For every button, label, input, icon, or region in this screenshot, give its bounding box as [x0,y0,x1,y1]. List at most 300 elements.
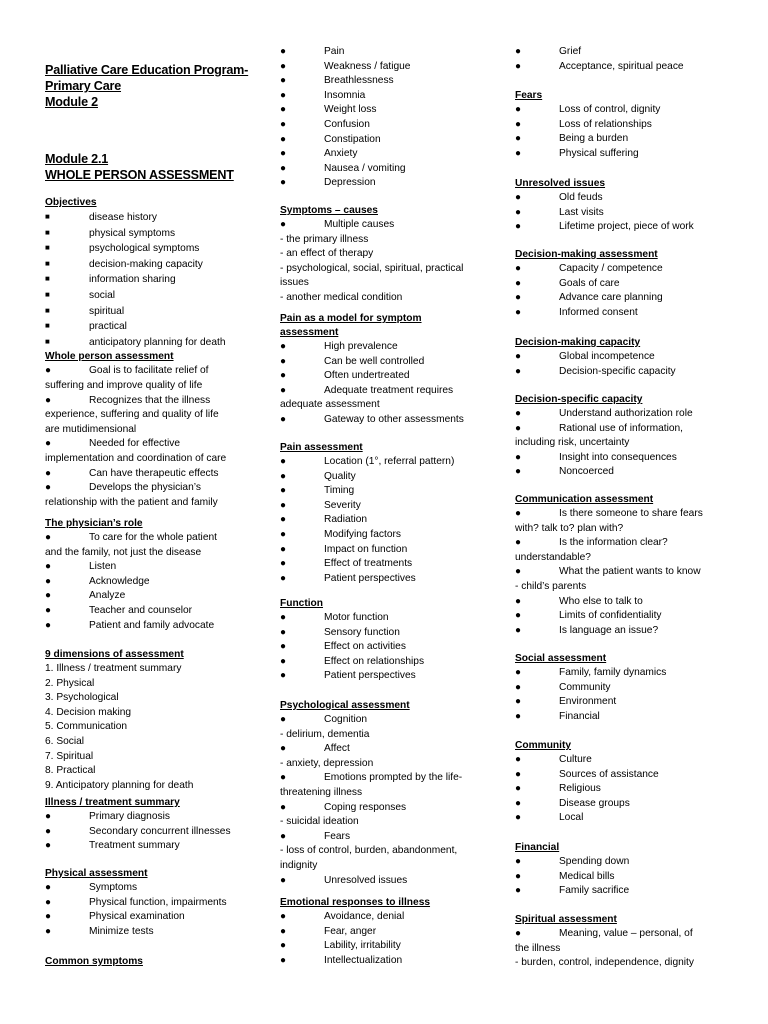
round-bullet-icon: ● [280,355,287,367]
round-bullet-icon: ● [515,681,522,693]
bullet-item [515,681,725,696]
bullet-text: Weakness / fatigue [324,60,411,72]
round-bullet-icon: ● [515,508,522,519]
bullet-text: Often undertreated [324,370,410,382]
bullet-continuation: suffering and improve quality of life [45,379,203,391]
bullet-item [515,624,725,639]
bullet-text: Understand authorization role [559,408,693,419]
bullet-continuation: the illness [515,942,561,954]
bullet-continuation: experience, suffering and quality of life [45,409,219,421]
bullet-text: Constipation [324,133,381,145]
bullet-text: disease history [89,212,157,223]
bullet-text: Quality [324,470,356,482]
round-bullet-icon: ● [280,612,287,623]
bullet-text: Confusion [324,118,370,130]
bullet-text: Treatment summary [89,840,180,852]
square-bullet-icon: ■ [45,274,50,284]
round-bullet-icon: ● [515,667,522,678]
bullet-text: Local [559,812,584,824]
bullet-item [515,365,725,380]
objective-item [45,335,260,351]
bullet-item [280,954,492,969]
bullet-item [45,925,260,940]
bullet-item [515,191,725,206]
bullet-text: Gateway to other assessments [324,413,464,425]
bullet-text: Being a burden [559,133,629,145]
round-bullet-icon: ● [280,60,287,72]
bullet-text: Physical function, impairments [89,896,227,908]
round-bullet-icon: ● [515,351,522,362]
bullet-text: Primary diagnosis [89,811,170,822]
bullet-item [515,565,725,580]
bullet-text: Effect on relationships [324,655,425,667]
bullet-item [280,611,492,626]
bullet-text: Cognition [324,714,368,725]
round-bullet-icon: ● [280,177,287,189]
objective-item [45,319,260,335]
bullet-continuation: threatening illness [280,786,363,798]
bullet-item [280,470,492,485]
bullet-text: Fear, anger [324,925,377,937]
square-bullet-icon: ■ [45,321,50,331]
round-bullet-icon: ● [280,413,287,425]
bullet-text: Noncoerced [559,466,614,478]
bullet-item [45,910,260,925]
text-line: - suicidal ideation [280,816,359,828]
round-bullet-icon: ● [515,422,522,434]
round-bullet-icon: ● [280,514,287,526]
text-line: - delirium, dementia [280,728,370,740]
section-heading-fears: Fears [515,90,543,101]
round-bullet-icon: ● [515,812,522,824]
section-heading-objectives: Objectives [45,197,97,208]
section-heading-decision-specific-capacity: Decision-specific capacity [515,394,643,405]
round-bullet-icon: ● [515,408,522,419]
round-bullet-icon: ● [280,485,287,497]
section-heading-pain-as-a-model-for-symptom: Pain as a model for symptom [280,313,422,324]
round-bullet-icon: ● [280,801,287,813]
objective-item [45,272,260,288]
bullet-item [45,604,260,619]
round-bullet-icon: ● [280,940,287,952]
square-bullet-icon: ■ [45,212,50,221]
bullet-item [515,118,725,133]
bullet-continuation: relationship with the patient and family [45,496,218,508]
bullet-text: Environment [559,696,617,708]
round-bullet-icon: ● [280,572,287,584]
round-bullet-icon: ● [280,162,287,174]
bullet-text: Loss of control, dignity [559,104,661,115]
bullet-item [280,118,492,133]
round-bullet-icon: ● [515,263,522,274]
bullet-item [515,45,725,60]
round-bullet-icon: ● [515,610,522,622]
round-bullet-icon: ● [280,925,287,937]
text-line: 5. Communication [45,721,128,733]
bullet-text: What the patient wants to know [559,566,701,578]
bullet-item [280,742,492,757]
bullet-item [515,666,725,681]
section-heading-spiritual-assessment: Spiritual assessment [515,914,617,925]
bullet-continuation: implementation and coordination of care [45,452,227,464]
bullet-continuation: adequate assessment [280,399,380,411]
round-bullet-icon: ● [280,89,287,101]
bullet-text: Acceptance, spiritual peace [559,60,684,72]
bullet-text: Lifetime project, piece of work [559,221,694,233]
round-bullet-icon: ● [45,811,52,822]
round-bullet-icon: ● [45,825,52,837]
round-bullet-icon: ● [515,46,522,57]
bullet-text: spiritual [89,305,125,317]
bullet-text: Advance care planning [559,292,663,304]
bullet-item [515,710,725,725]
bullet-text: Multiple causes [324,219,395,230]
text-line: 6. Social [45,735,85,747]
bullet-item [280,557,492,572]
bullet-text: Unresolved issues [324,874,408,886]
bullet-item [280,45,492,60]
round-bullet-icon: ● [515,147,522,159]
bullet-text: Coping responses [324,801,407,813]
round-bullet-icon: ● [280,341,287,352]
objective-item [45,226,260,242]
round-bullet-icon: ● [45,925,52,937]
bullet-item [45,364,260,379]
round-bullet-icon: ● [280,370,287,382]
round-bullet-icon: ● [45,590,52,602]
bullet-text: Is there someone to share fears [559,508,703,519]
text-line: 7. Spiritual [45,750,94,762]
section-heading-communication-assessment: Communication assessment [515,494,654,505]
section-heading-illness-treatment-summary: Illness / treatment summary [45,797,180,808]
bullet-item [280,147,492,162]
bullet-item [280,925,492,940]
bullet-text: Community [559,681,611,693]
bullet-text: Location (1°, referral pattern) [324,456,455,467]
bullet-item [515,103,725,118]
objective-item [45,241,260,257]
bullet-item [45,467,260,482]
bullet-item [280,355,492,370]
round-bullet-icon: ● [280,384,287,396]
text-line: - loss of control, burden, abandonment, [280,845,458,857]
document-title-palliative-care-education-program: Palliative Care Education Program- [45,63,249,77]
round-bullet-icon: ● [515,537,522,549]
bullet-text: Listen [89,561,117,573]
round-bullet-icon: ● [280,46,287,57]
bullet-text: Emotions prompted by the life- [324,772,463,784]
bullet-text: Develops the physician’s [89,482,201,494]
bullet-item [515,927,725,942]
bullet-item [280,528,492,543]
round-bullet-icon: ● [280,543,287,555]
bullet-item [280,176,492,191]
round-bullet-icon: ● [515,306,522,318]
round-bullet-icon: ● [515,206,522,218]
section-heading-financial: Financial [515,842,560,853]
bullet-item [280,369,492,384]
text-line: - an effect of therapy [280,248,374,260]
round-bullet-icon: ● [280,118,287,130]
bullet-item [280,669,492,684]
bullet-text: High prevalence [324,341,398,352]
square-bullet-icon: ■ [45,243,50,253]
text-line: 9. Anticipatory planning for death [45,779,194,791]
round-bullet-icon: ● [45,575,52,587]
bullet-text: Culture [559,754,592,765]
bullet-item [280,162,492,177]
bullet-item [515,811,725,826]
round-bullet-icon: ● [45,532,52,543]
bullet-text: To care for the whole patient [89,532,217,543]
round-bullet-icon: ● [515,885,522,897]
bullet-item [515,451,725,466]
round-bullet-icon: ● [515,595,522,607]
round-bullet-icon: ● [280,148,287,160]
square-bullet-icon: ■ [45,289,50,299]
round-bullet-icon: ● [515,754,522,765]
round-bullet-icon: ● [280,911,287,922]
bullet-text: Recognizes that the illness [89,394,211,406]
round-bullet-icon: ● [280,655,287,667]
bullet-text: Symptoms [89,882,138,893]
round-bullet-icon: ● [280,470,287,482]
round-bullet-icon: ● [280,714,287,725]
objective-item [45,257,260,273]
round-bullet-icon: ● [515,566,522,578]
bullet-item [280,513,492,528]
bullet-text: Is language an issue? [559,624,659,636]
bullet-item [280,74,492,89]
round-bullet-icon: ● [515,870,522,882]
bullet-item [515,782,725,797]
section-heading-function: Function [280,598,324,609]
document-title-module-2-1: Module 2.1 [45,152,109,166]
round-bullet-icon: ● [45,365,52,377]
bullet-text: practical [89,321,127,333]
bullet-item [280,801,492,816]
bullet-text: Grief [559,46,582,57]
bullet-text: Global incompetence [559,351,655,362]
round-bullet-icon: ● [515,797,522,809]
square-bullet-icon: ■ [45,336,50,346]
round-bullet-icon: ● [280,499,287,511]
section-heading-whole-person-assessment: Whole person assessment [45,351,174,363]
bullet-item [45,589,260,604]
bullet-text: Timing [324,485,355,497]
bullet-text: anticipatory planning for death [89,336,226,348]
section-heading-physical-assessment: Physical assessment [45,868,148,879]
bullet-item [280,626,492,641]
bullet-text: Intellectualization [324,954,403,966]
bullet-text: Who else to talk to [559,595,643,607]
bullet-item [280,455,492,470]
round-bullet-icon: ● [515,466,522,478]
text-line: - psychological, social, spiritual, practical [280,262,464,274]
bullet-item [280,103,492,118]
round-bullet-icon: ● [45,438,52,450]
bullet-item [515,695,725,710]
bullet-item [45,531,260,546]
bullet-item [515,768,725,783]
section-heading-9-dimensions-of-assessment: 9 dimensions of assessment [45,649,184,660]
bullet-item [280,218,492,233]
section-heading-psychological-assessment: Psychological assessment [280,700,410,711]
round-bullet-icon: ● [45,467,52,479]
bullet-item [280,830,492,845]
bullet-item [280,939,492,954]
bullet-item [45,881,260,896]
round-bullet-icon: ● [45,911,52,923]
bullet-text: decision-making capacity [89,258,203,270]
bullet-text: Adequate treatment requires [324,384,454,396]
round-bullet-icon: ● [280,874,287,886]
round-bullet-icon: ● [280,558,287,570]
round-bullet-icon: ● [515,856,522,867]
section-heading-decision-making-capacity: Decision-making capacity [515,337,641,348]
bullet-continuation: including risk, uncertainty [515,437,630,449]
bullet-text: Avoidance, denial [324,911,405,922]
section-heading-common-symptoms: Common symptoms [45,956,143,967]
round-bullet-icon: ● [515,133,522,145]
objective-item [45,210,260,226]
bullet-item [515,536,725,551]
bullet-text: Can be well controlled [324,355,425,367]
round-bullet-icon: ● [45,896,52,908]
document-title-module-2: Module 2 [45,95,98,109]
bullet-text: Motor function [324,612,389,623]
round-bullet-icon: ● [45,604,52,616]
round-bullet-icon: ● [45,394,52,406]
bullet-item [515,132,725,147]
round-bullet-icon: ● [515,60,522,72]
bullet-item [280,413,492,428]
bullet-item [515,884,725,899]
bullet-item [280,499,492,514]
round-bullet-icon: ● [280,954,287,966]
text-line: - the primary illness [280,233,369,245]
bullet-item [280,640,492,655]
document-title-primary-care: Primary Care [45,79,122,93]
bullet-item [280,89,492,104]
round-bullet-icon: ● [45,561,52,573]
bullet-item [280,133,492,148]
bullet-item [45,575,260,590]
bullet-text: Secondary concurrent illnesses [89,825,231,837]
round-bullet-icon: ● [45,619,52,631]
bullet-text: Nausea / vomiting [324,162,406,174]
round-bullet-icon: ● [280,528,287,540]
bullet-item [515,609,725,624]
text-line: - another medical condition [280,291,403,303]
bullet-text: Informed consent [559,306,638,318]
bullet-item [515,306,725,321]
bullet-text: Loss of relationships [559,118,652,130]
bullet-text: Meaning, value – personal, of [559,928,693,939]
bullet-item [280,60,492,75]
column-left [45,0,260,969]
bullet-item [45,839,260,854]
bullet-item [45,810,260,825]
bullet-text: social [89,289,116,301]
bullet-item [280,384,492,399]
column-middle [280,0,492,968]
bullet-text: Can have therapeutic effects [89,467,219,479]
bullet-text: Insight into consequences [559,451,677,463]
bullet-continuation: - child’s parents [515,580,587,592]
round-bullet-icon: ● [515,768,522,780]
bullet-item [45,896,260,911]
bullet-text: Capacity / competence [559,263,663,274]
bullet-item [280,543,492,558]
section-heading-social-assessment: Social assessment [515,653,607,664]
round-bullet-icon: ● [515,451,522,463]
text-line: 1. Illness / treatment summary [45,663,182,674]
bullet-text: physical symptoms [89,227,176,239]
bullet-text: Acknowledge [89,575,150,587]
bullet-text: Analyze [89,590,126,602]
bullet-text: Physical suffering [559,147,639,159]
bullet-item [515,291,725,306]
bullet-text: Anxiety [324,148,358,160]
bullet-text: Depression [324,177,376,189]
bullet-text: Weight loss [324,104,377,116]
round-bullet-icon: ● [280,743,287,755]
square-bullet-icon: ■ [45,258,50,268]
round-bullet-icon: ● [280,219,287,230]
round-bullet-icon: ● [515,710,522,722]
bullet-text: Is the information clear? [559,537,668,549]
round-bullet-icon: ● [515,292,522,304]
bullet-item [515,147,725,162]
bullet-text: Lability, irritability [324,940,401,952]
bullet-continuation: and the family, not just the disease [45,546,202,558]
bullet-text: Impact on function [324,543,408,555]
bullet-item [515,407,725,422]
bullet-item [280,484,492,499]
bullet-item [515,595,725,610]
bullet-item [515,60,725,75]
bullet-text: Decision-specific capacity [559,365,676,377]
bullet-text: Old feuds [559,192,603,203]
bullet-item [280,340,492,355]
bullet-text: Patient perspectives [324,670,416,682]
bullet-text: Goal is to facilitate relief of [89,365,209,377]
round-bullet-icon: ● [45,840,52,852]
bullet-text: Physical examination [89,911,185,923]
bullet-item [515,855,725,870]
section-heading-decision-making-assessment: Decision-making assessment [515,249,658,260]
bullet-item [515,220,725,235]
bullet-text: Effect of treatments [324,558,413,570]
objective-item [45,304,260,320]
section-heading-emotional-responses-to-illness: Emotional responses to illness [280,897,431,908]
bullet-item [515,465,725,480]
bullet-item [515,350,725,365]
objective-item [45,288,260,304]
round-bullet-icon: ● [280,772,287,784]
section-heading-community: Community [515,740,572,751]
bullet-item [515,870,725,885]
round-bullet-icon: ● [280,456,287,467]
bullet-text: Needed for effective [89,438,180,450]
bullet-text: Affect [324,743,350,755]
round-bullet-icon: ● [515,624,522,636]
bullet-text: Sources of assistance [559,768,659,780]
bullet-text: Pain [324,46,345,57]
bullet-item [45,394,260,409]
bullet-text: Teacher and counselor [89,604,193,616]
